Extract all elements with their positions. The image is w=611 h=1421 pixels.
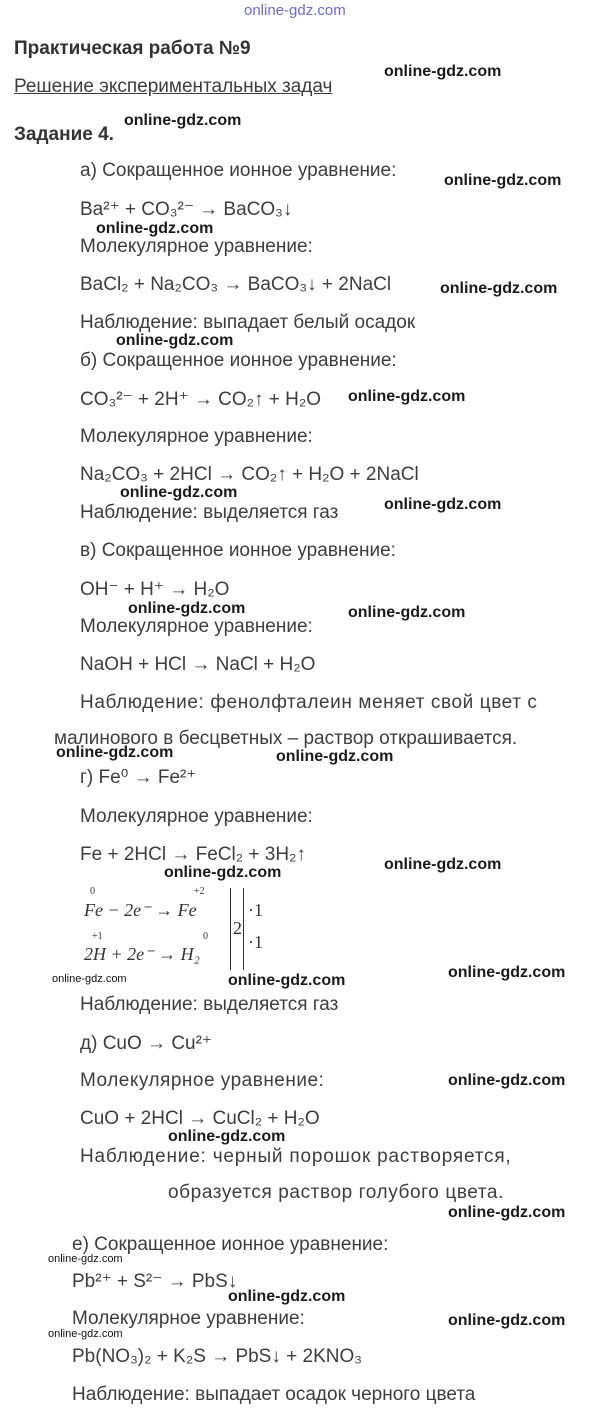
part-a-mol-label: Молекулярное уравнение: [80, 236, 313, 257]
oxidation-state: 0 [90, 886, 95, 897]
watermark-small: online-gdz.com [52, 973, 127, 985]
part-d-observation-2: образуется раствор голубого цвета. [168, 1182, 504, 1203]
part-v-label: в) Сокращенное ионное уравнение: [80, 540, 396, 561]
part-b-mol-label: Молекулярное уравнение: [80, 426, 313, 447]
part-b-label: б) Сокращенное ионное уравнение: [80, 350, 397, 371]
watermark: online-gdz.com [448, 1312, 566, 1329]
part-e-label: е) Сокращенное ионное уравнение: [72, 1234, 389, 1255]
part-g-mol-label: Молекулярное уравнение: [80, 806, 313, 827]
oxidation-state: 0 [203, 931, 208, 942]
part-d-observation-1: Наблюдение: черный порошок растворяется, [80, 1146, 512, 1167]
part-g-label: г) Fe⁰ → Fe²⁺ [80, 767, 197, 788]
part-a-label: а) Сокращенное ионное уравнение: [80, 160, 397, 181]
watermark: online-gdz.com [348, 604, 466, 621]
watermark: online-gdz.com [128, 600, 246, 617]
watermark-small: online-gdz.com [48, 1328, 123, 1340]
oxidation-state: +2 [194, 886, 205, 897]
balance-line-2: 2H + 2e⁻ → H₂ [84, 944, 200, 964]
watermark: online-gdz.com [228, 972, 346, 989]
watermark: online-gdz.com [116, 332, 234, 349]
balance-coef-1: ·1 [248, 900, 263, 920]
balance-line-1: Fe − 2e⁻ → Fe [84, 900, 197, 920]
watermark: online-gdz.com [276, 748, 394, 765]
part-e-molecular: Pb(NO₃)₂ + K₂S → PbS↓ + 2KNO₃ [72, 1346, 362, 1367]
part-e-observation: Наблюдение: выпадает осадок черного цвета [72, 1384, 476, 1405]
watermark: online-gdz.com [56, 744, 174, 761]
part-g-observation: Наблюдение: выделяется газ [80, 994, 339, 1015]
watermark: online-gdz.com [440, 280, 558, 297]
part-g-molecular: Fe + 2HCl → FeCl₂ + 3H₂↑ [80, 844, 306, 865]
watermark: online-gdz.com [96, 220, 214, 237]
part-v-ionic: OH⁻ + H⁺ → H₂O [80, 579, 230, 600]
page-title: Практическая работа №9 [14, 38, 251, 59]
part-a-observation: Наблюдение: выпадает белый осадок [80, 312, 416, 333]
watermark: online-gdz.com [348, 388, 466, 405]
part-v-observation-2: малинового в бесцветных – раствор открашивается. [54, 728, 518, 749]
watermark: online-gdz.com [448, 1204, 566, 1221]
watermark: online-gdz.com [384, 496, 502, 513]
part-d-label: д) CuO → Cu²⁺ [80, 1033, 212, 1054]
part-b-molecular: Na₂CO₃ + 2HCl → CO₂↑ + H₂O + 2NaCl [80, 464, 419, 485]
part-b-ionic: CO₃²⁻ + 2H⁺ → CO₂↑ + H₂O [80, 389, 322, 410]
watermark-small: online-gdz.com [48, 1253, 123, 1265]
watermark: online-gdz.com [448, 1072, 566, 1089]
balance-divider [230, 888, 231, 970]
oxidation-state: +1 [92, 931, 103, 942]
watermark: online-gdz.com [164, 864, 282, 881]
part-e-ionic: Pb²⁺ + S²⁻ → PbS↓ [72, 1271, 238, 1292]
watermark: online-gdz.com [168, 1128, 286, 1145]
part-a-ionic: Ba²⁺ + CO₃²⁻ → BaCO₃↓ [80, 199, 293, 220]
part-d-mol-label: Молекулярное уравнение: [80, 1070, 325, 1091]
part-e-mol-label: Молекулярное уравнение: [72, 1308, 305, 1329]
watermark: online-gdz.com [228, 1288, 346, 1305]
part-b-observation: Наблюдение: выделяется газ [80, 502, 339, 523]
watermark: online-gdz.com [384, 63, 502, 80]
part-d-molecular: CuO + 2HCl → CuCl₂ + H₂O [80, 1108, 320, 1129]
balance-divider [243, 888, 244, 970]
part-v-mol-label: Молекулярное уравнение: [80, 616, 313, 637]
task-heading: Задание 4. [14, 124, 114, 145]
part-v-observation-1: Наблюдение: фенолфталеин меняет свой цвет с [80, 692, 538, 713]
watermark: online-gdz.com [124, 112, 242, 129]
part-a-molecular: BaCl₂ + Na₂CO₃ → BaCO₃↓ + 2NaCl [80, 274, 392, 295]
balance-coef-2: ·1 [248, 932, 263, 952]
watermark: online-gdz.com [120, 484, 238, 501]
watermark: online-gdz.com [448, 964, 566, 981]
top-watermark: online-gdz.com [244, 2, 346, 19]
page-subtitle: Решение экспериментальных задач [14, 76, 333, 97]
watermark: online-gdz.com [384, 856, 502, 873]
part-v-molecular: NaOH + HCl → NaCl + H₂O [80, 654, 316, 675]
watermark: online-gdz.com [444, 172, 562, 189]
balance-lcm: 2 [233, 918, 242, 938]
